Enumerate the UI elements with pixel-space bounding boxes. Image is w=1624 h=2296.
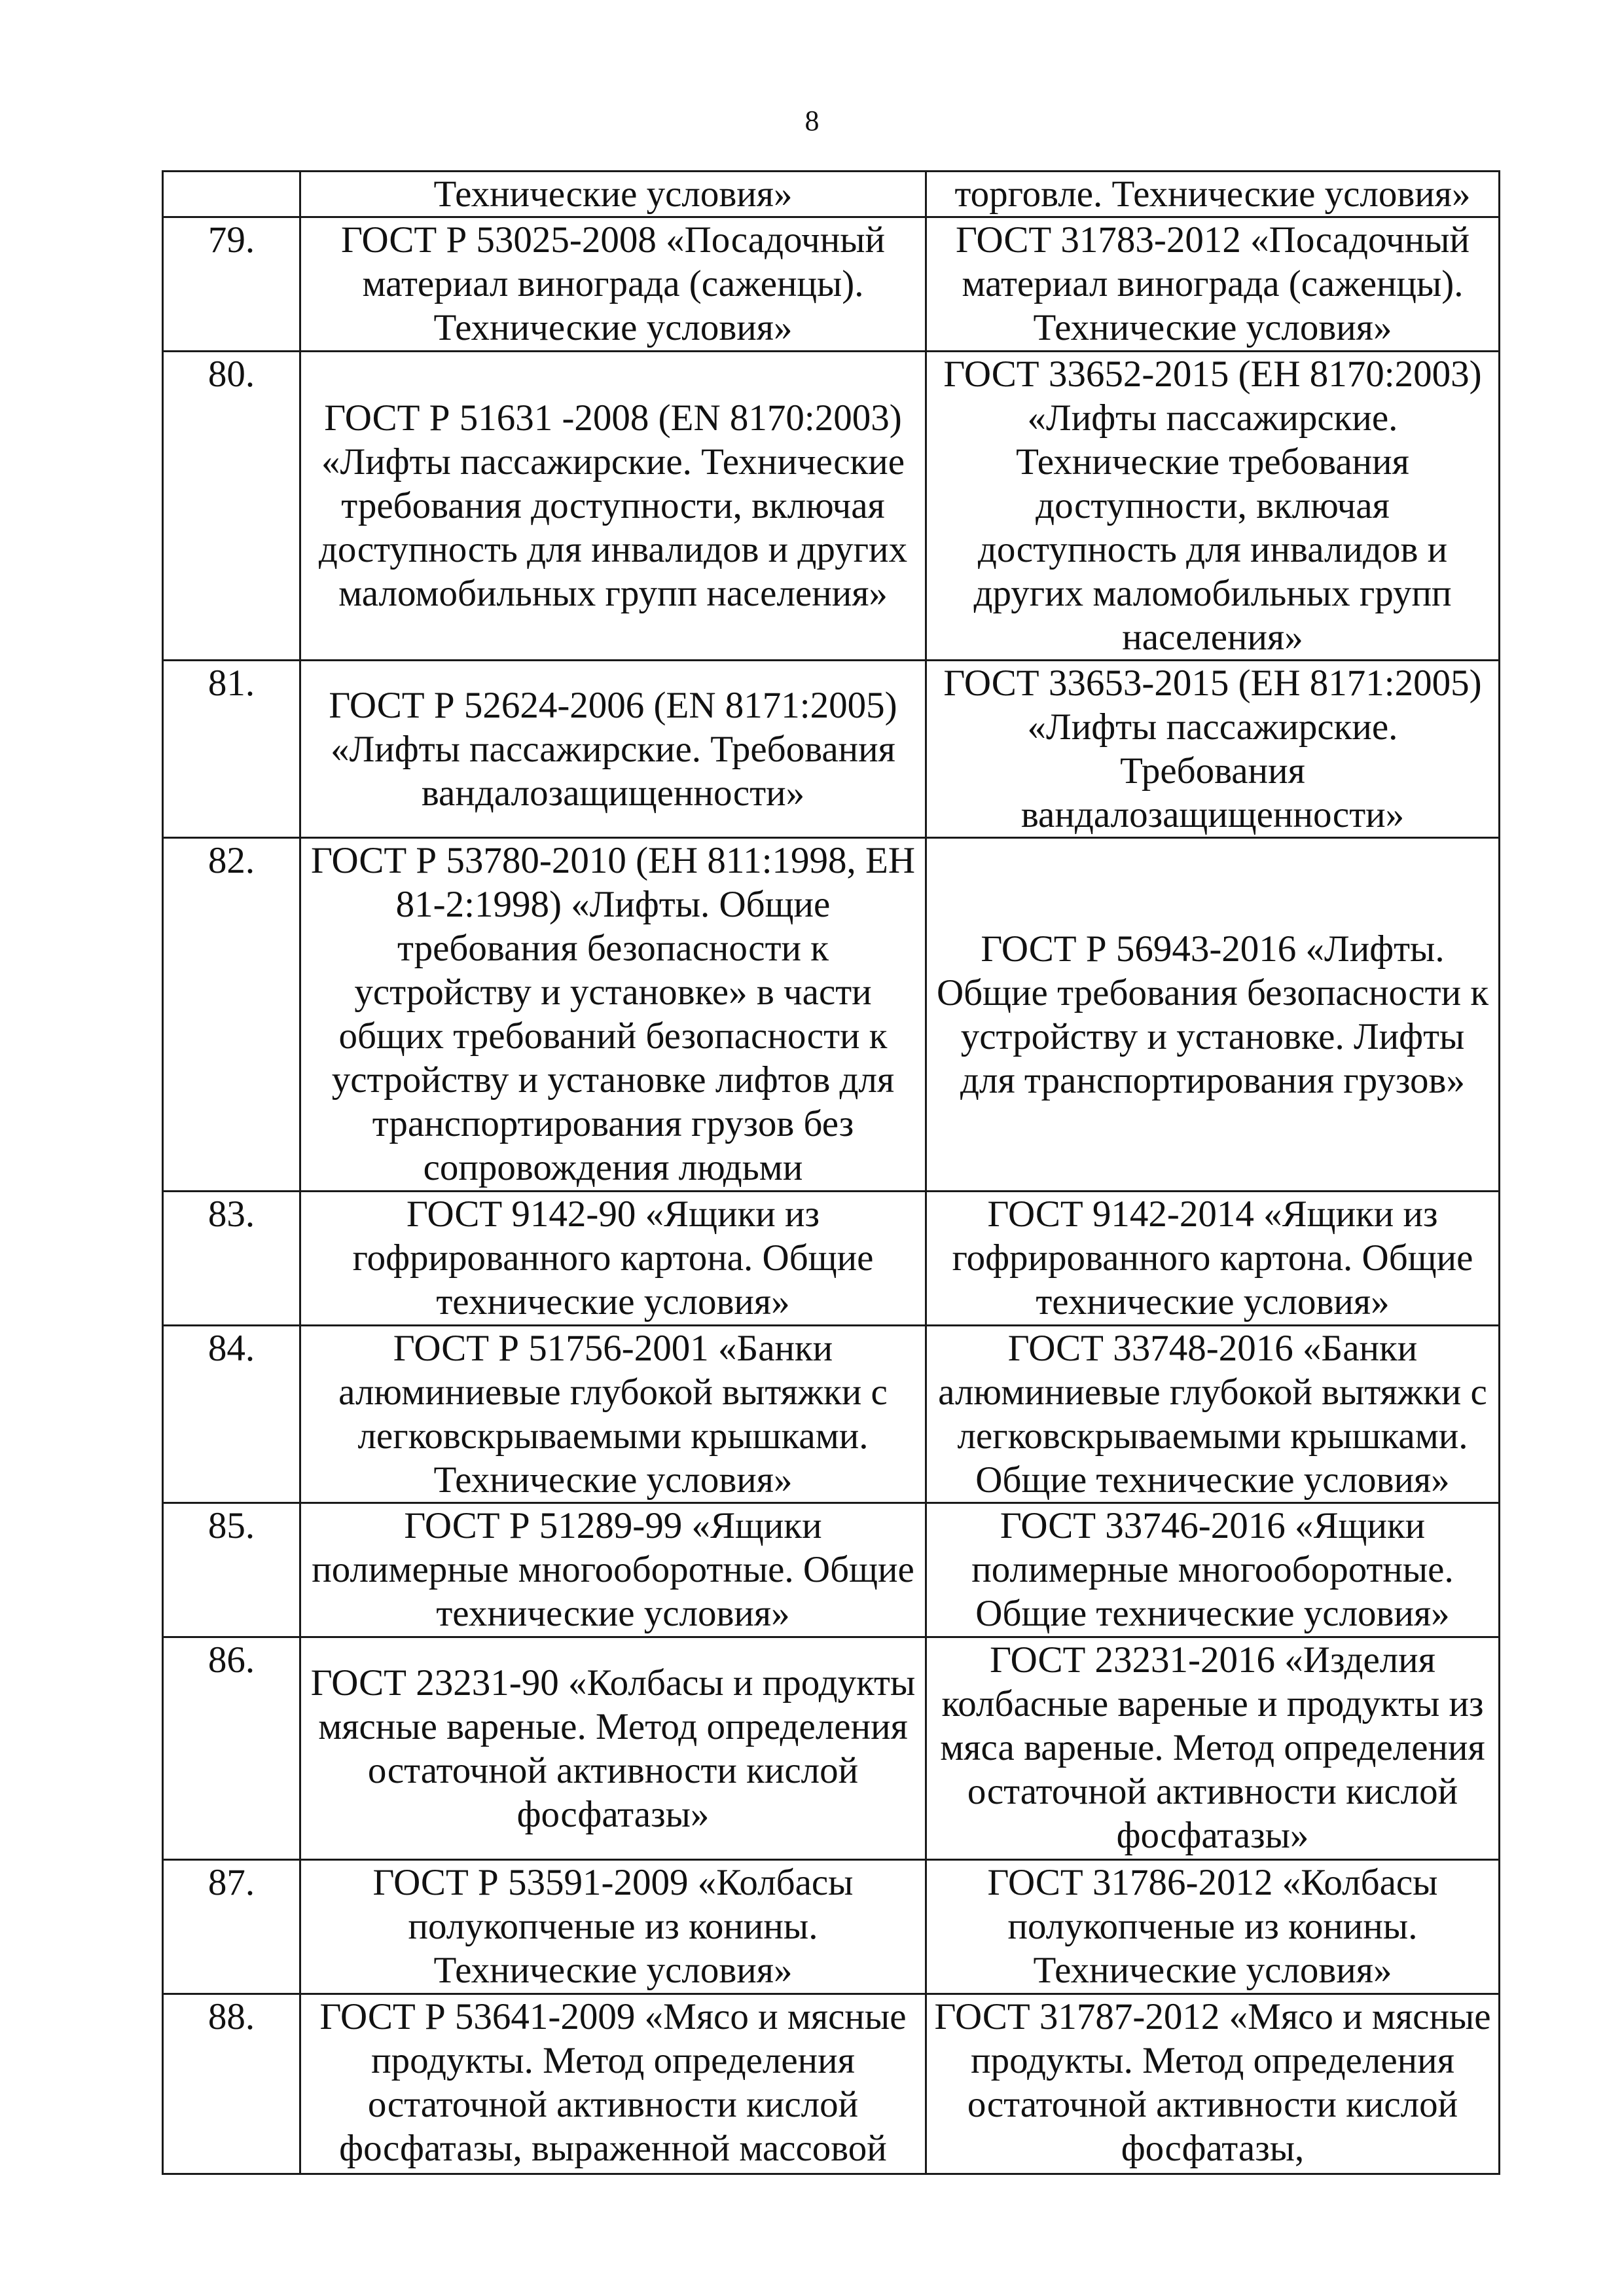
row-number-cell: 81.: [163, 661, 300, 838]
row-number-cell: 82.: [163, 838, 300, 1192]
new-standard-cell: ГОСТ 33653-2015 (ЕН 8171:2005) «Лифты пассажирские. Требования вандалозащищенности»: [926, 661, 1500, 838]
row-number-cell: 83.: [163, 1192, 300, 1326]
old-standard-cell: ГОСТ Р 52624-2006 (EN 8171:2005) «Лифты пассажирские. Требования вандалозащищенности»: [300, 661, 926, 838]
table-row: [163, 1326, 1500, 1503]
old-standard-cell: ГОСТ Р 51289-99 «Ящики полимерные многооборотные. Общие технические условия»: [300, 1503, 926, 1637]
new-standard-cell: ГОСТ 23231-2016 «Изделия колбасные вареные и продукты из мяса вареные. Метод определения остаточной активности кислой фосфатазы»: [926, 1637, 1500, 1860]
old-standard-cell: ГОСТ Р 53591-2009 «Колбасы полукопченые из конины. Технические условия»: [300, 1860, 926, 1994]
row-number-cell: 84.: [163, 1326, 300, 1503]
table-row: [163, 1637, 1500, 1860]
table-row: [163, 1994, 1500, 2174]
table-row: [163, 1503, 1500, 1637]
table-row: [163, 352, 1500, 661]
row-number-cell: 85.: [163, 1503, 300, 1637]
old-standard-cell: ГОСТ Р 53025-2008 «Посадочный материал винограда (саженцы). Технические условия»: [300, 217, 926, 352]
row-number-cell: 88.: [163, 1994, 300, 2174]
new-standard-cell: ГОСТ 31783-2012 «Посадочный материал винограда (саженцы). Технические условия»: [926, 217, 1500, 352]
new-standard-cell: ГОСТ 33748-2016 «Банки алюминиевые глубокой вытяжки с легковскрываемыми крышками. Общие технические условия»: [926, 1326, 1500, 1503]
table-row: [163, 172, 1500, 217]
row-number-cell: 86.: [163, 1637, 300, 1860]
new-standard-cell: ГОСТ 33652-2015 (ЕН 8170:2003) «Лифты пассажирские. Технические требования доступности, включая доступность для инвалидов и других маломобильных групп населения»: [926, 352, 1500, 661]
old-standard-cell: ГОСТ 23231-90 «Колбасы и продукты мясные вареные. Метод определения остаточной активности кислой фосфатазы»: [300, 1637, 926, 1860]
table-row: [163, 1860, 1500, 1994]
old-standard-cell: ГОСТ Р 53780-2010 (ЕН 811:1998, ЕН 81-2:1998) «Лифты. Общие требования безопасности к устройству и установке» в части общих требований безопасности к устройству и установке лифтов для транспортирования грузов без сопровождения людьми: [300, 838, 926, 1192]
new-standard-cell: ГОСТ 9142-2014 «Ящики из гофрированного картона. Общие технические условия»: [926, 1192, 1500, 1326]
row-number-cell: 87.: [163, 1860, 300, 1994]
row-number-cell: [163, 172, 300, 217]
row-number-cell: 79.: [163, 217, 300, 352]
page-number: 8: [804, 105, 820, 137]
new-standard-cell: ГОСТ Р 56943-2016 «Лифты. Общие требования безопасности к устройству и установке. Лифты для транспортирования грузов»: [926, 838, 1500, 1192]
old-standard-cell: ГОСТ Р 53641-2009 «Мясо и мясные продукты. Метод определения остаточной активности кислой фосфатазы, выраженной массовой: [300, 1994, 926, 2174]
new-standard-cell: ГОСТ 31787-2012 «Мясо и мясные продукты. Метод определения остаточной активности кислой фосфатазы,: [926, 1994, 1500, 2174]
new-standard-cell: торговле. Технические условия»: [926, 172, 1500, 217]
new-standard-cell: ГОСТ 33746-2016 «Ящики полимерные многооборотные. Общие технические условия»: [926, 1503, 1500, 1637]
old-standard-cell: ГОСТ 9142-90 «Ящики из гофрированного картона. Общие технические условия»: [300, 1192, 926, 1326]
table-row: [163, 217, 1500, 352]
old-standard-cell: ГОСТ Р 51631 -2008 (EN 8170:2003) «Лифты пассажирские. Технические требования доступности, включая доступность для инвалидов и других маломобильных групп населения»: [300, 352, 926, 661]
standards-replacement-table: [162, 170, 1500, 2175]
row-number-cell: 80.: [163, 352, 300, 661]
new-standard-cell: ГОСТ 31786-2012 «Колбасы полукопченые из конины. Технические условия»: [926, 1860, 1500, 1994]
table-row: [163, 1192, 1500, 1326]
old-standard-cell: Технические условия»: [300, 172, 926, 217]
old-standard-cell: ГОСТ Р 51756-2001 «Банки алюминиевые глубокой вытяжки с легковскрываемыми крышками. Технические условия»: [300, 1326, 926, 1503]
table-row: [163, 661, 1500, 838]
table-row: [163, 838, 1500, 1192]
